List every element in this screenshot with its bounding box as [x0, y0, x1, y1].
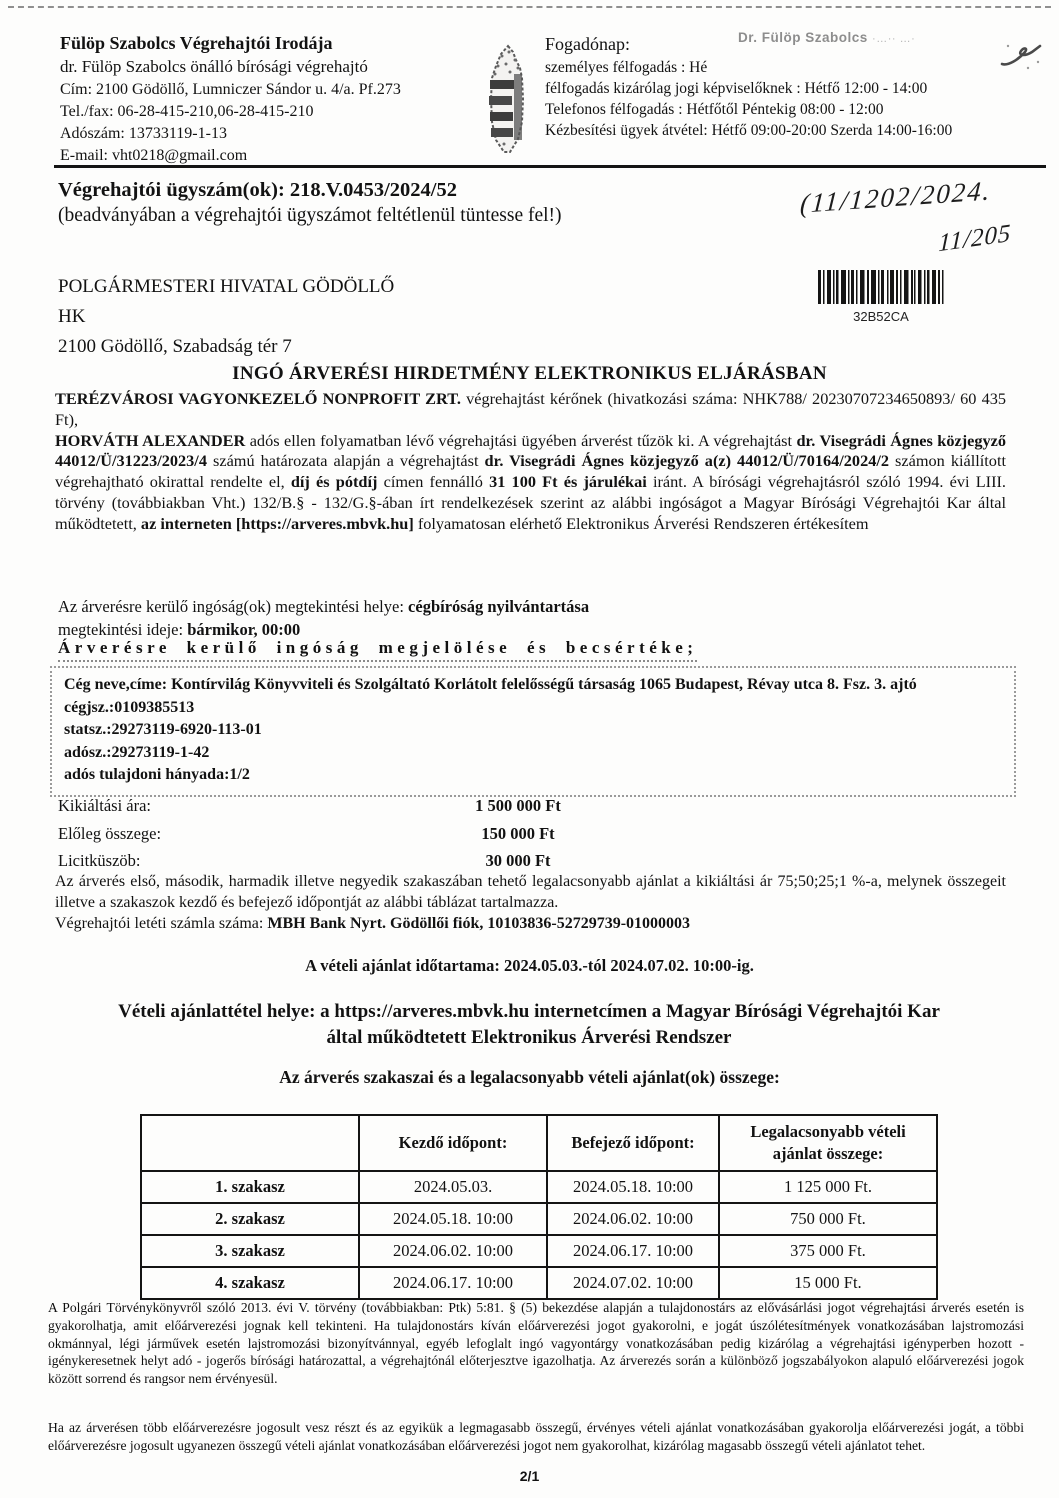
case-number-block: [58, 179, 818, 227]
recipient-name: POLGÁRMESTERI HIVATAL GÖDÖLLŐ: [58, 276, 395, 297]
notary-decision-ref: dr. Visegrádi Ágnes közjegyző 44012/Ü/31223/2023/4: [55, 430, 1006, 471]
viewing-place-label: Az árverésre kerülő ingóság(ok) megtekintési helye:: [58, 597, 409, 616]
legal-paragraph-preemption: A Polgári Törvénykönyvről szóló 2013. évi V. törvény (továbbiakban: Ptk) 5:81. § (5) bekezdése alapján a tulajdonostárs az elővásárlási jogot végrehajtási árverés esetén is gyakorolhatja, amit előárverezési jognak kell tekinteni. Ha tulajdonostárs kíván előárverezési jogot gyakorolni, e jogát úszólétesítmények vonatkozásában lajstromozási okmánnyal, légi járművek esetén lajstromozási bizonyítvánnyal, egyéb lefoglalt ingó vagyontárgy vonatkozásában pedig kizárólag a végrehajtási igényperben hozott - igénykeresetnek helyt adó - jogerős bírósági határozattal, a végrehajtónál előterjesztve igazolhatja. Az árverezés során a különböző jogszabályokon alapuló előárverezési jogok között sorrend és rangsor nem érvényesül.: [48, 1300, 1024, 1387]
lot-section-heading: Árverésre kerülő ingóság megjelölése és becsértéke;: [58, 638, 697, 662]
debtor-ownership-share: adós tulajdoni hányada:1/2: [64, 766, 250, 783]
office-address: Cím: 2100 Gödöllő, Lumniczer Sándor u. 4/a. Pf.273: [60, 81, 401, 98]
stage-end: 2024.07.02. 10:00: [547, 1267, 719, 1299]
deposit-account-line: [55, 915, 1006, 933]
stamp-name-text: Dr. Fülöp Szabolcs: [738, 30, 868, 45]
case-number: Végrehajtói ügyszám(ok): 218.V.0453/2024/52: [58, 179, 457, 201]
page-number: 2/1: [519, 1468, 540, 1484]
reception-line-phone: Telefonos félfogadás : Hétfőtől Péntekig 08:00 - 12:00: [545, 101, 884, 118]
stage-start: 2024.06.02. 10:00: [359, 1235, 547, 1267]
reception-line-legal: félfogadás kizárólag jogi képviselőknek : Hétfő 12:00 - 14:00: [545, 80, 928, 97]
bailiff-office-block: [60, 32, 470, 167]
bid-increment-value: 30 000 Ft: [485, 851, 551, 870]
reception-line-delivery: Kézbesítési ügyek átvétel: Hétfő 09:00-20:00 Szerda 14:00-16:00: [545, 122, 953, 139]
stage-min-offer: 375 000 Ft.: [719, 1235, 937, 1267]
reception-line-personal: személyes félfogadás : Hé: [545, 59, 708, 76]
stage-start: 2024.05.03.: [359, 1171, 547, 1203]
stage-name: 1. szakasz: [141, 1171, 359, 1203]
deposit-account-label: Végrehajtói letéti számla száma:: [55, 915, 268, 932]
stages-explanation-paragraph: Az árverés első, második, harmadik illetve negyedik szakaszában tehető legalacsonyabb ajánlat a kikiáltási ár 75;50;25;1 %-a, melynek összegeit illetve a szakaszok kezdő és befejező időpontját az alábbi táblázat tartalmazza.: [55, 873, 1006, 911]
stage-min-offer: 750 000 Ft.: [719, 1203, 937, 1235]
recipient-address-block: [58, 272, 394, 362]
recipient-dept: HK: [58, 306, 86, 327]
body-text: számon kiállított végrehajtható okirattal rendelte el,: [55, 451, 1006, 492]
legal-paragraph-multiple-holders: Ha az árverésen több előárverezésre jogosult vesz részt és az egyikük a legmagasabb összegű, érvényes vételi ajánlat vonatkozásában gyakorolja előárverezési jogát, a többi előárverezésre jogosult ugyanezen összegű vételi ajánlat vonatkozásában előárverezési jogot nem gyakorolhat, kizárólag magasabb összegű vételi ajánlatot tehet.: [48, 1420, 1024, 1453]
header-end-time: Befejező időpont:: [547, 1115, 719, 1171]
stage-name: 3. szakasz: [141, 1235, 359, 1267]
stage-name: 4. szakasz: [141, 1267, 359, 1299]
viewing-info-block: [58, 595, 589, 641]
header-start-time: Kezdő időpont:: [359, 1115, 547, 1171]
claim-amount: 31 100 Ft és járulékai: [489, 472, 647, 492]
barcode: [816, 270, 946, 324]
header-stage: [141, 1115, 359, 1171]
body-text: iránt. A bírósági végrehajtásról szóló 1994. évi LIII. törvény (továbbiakban Vht.) 132/B.§ - 132/G.§-ában írt rendelkezések szerint az alábbi ingóságot a Magyar Bírósági Végrehajtói Kar által működtetett,: [55, 472, 1006, 533]
handwritten-registry-note: (11/1202/2024.: [799, 175, 993, 219]
company-stat-number: statsz.:29273119-6920-113-01: [64, 721, 262, 738]
table-row: [141, 1203, 937, 1235]
viewing-place-value: cégbíróság nyilvántartása: [408, 597, 590, 616]
auction-site-url: az interneten [https://arveres.mbvk.hu]: [140, 513, 414, 533]
company-tax-number: adósz.:29273119-1-42: [64, 743, 210, 761]
header-divider-rule: [54, 165, 1046, 168]
coat-of-arms-icon: [482, 44, 536, 167]
document-title: INGÓ ÁRVERÉSI HIRDETMÉNY ELEKTRONIKUS ELJÁRÁSBAN: [232, 363, 827, 384]
stage-end: 2024.06.17. 10:00: [547, 1235, 719, 1267]
stage-end: 2024.06.02. 10:00: [547, 1203, 719, 1235]
barcode-text: 32B52CA: [853, 309, 909, 324]
price-summary-block: [58, 796, 658, 879]
recipient-address: 2100 Gödöllő, Szabadság tér 7: [58, 336, 292, 357]
reception-title: Fogadónap:: [545, 34, 630, 54]
notary-writ-ref: dr. Visegrádi Ágnes közjegyző a(z) 44012/Ü/70164/2024/2: [484, 451, 890, 471]
scan-top-edge-line: [8, 6, 1051, 8]
body-text: címen fennálló: [377, 472, 490, 492]
viewing-time-value: bármikor, 00:00: [187, 620, 301, 639]
faded-name-stamp: [738, 30, 915, 45]
office-tax-id: Adószám: 13733119-1-13: [60, 125, 227, 142]
table-row: [141, 1171, 937, 1203]
office-email: E-mail: vht0218@gmail.com: [60, 147, 248, 164]
stamp-illegible-marks: ·…·· …·: [872, 33, 916, 45]
stage-start: 2024.05.18. 10:00: [359, 1203, 547, 1235]
body-text: számú határozata alapján a végrehajtást: [206, 451, 485, 471]
handwritten-registry-note-2: 11/205: [937, 219, 1012, 258]
stage-min-offer: 1 125 000 Ft.: [719, 1171, 937, 1203]
office-phone: Tel./fax: 06-28-415-210,06-28-415-210: [60, 103, 314, 120]
viewing-time-label: megtekintési ideje:: [58, 620, 188, 639]
lot-description-box: [50, 666, 1016, 797]
table-row: [141, 1267, 937, 1299]
stage-end: 2024.05.18. 10:00: [547, 1171, 719, 1203]
creditor-reference: végrehajtást kérőnek (hivatkozási száma: NHK788/ 20230707234650893/ 60 435 Ft),: [55, 389, 1007, 429]
officer-name: dr. Fülöp Szabolcs önálló bírósági végrehajtó: [60, 57, 368, 76]
advance-amount-row: [58, 824, 658, 852]
office-name: Fülöp Szabolcs Végrehajtói Irodája: [60, 33, 333, 53]
signature-scribble-icon: [998, 34, 1046, 81]
advance-amount-label: Előleg összege:: [58, 823, 162, 843]
header-min-offer: Legalacsonyabb vételi ajánlat összege:: [719, 1115, 937, 1171]
company-name-address: Cég neve,címe: Kontírvilág Könyvviteli és Szolgáltató Korlátolt felelősségű társaság 1065 Budapest, Révay utca 8. Fsz. 3. ajtó: [64, 676, 917, 693]
claim-type: díj és pótdíj: [290, 472, 378, 492]
starting-price-label: Kikiáltási ára:: [58, 796, 152, 815]
company-registry-number: cégjsz.:0109385513: [64, 698, 195, 716]
advance-amount-value: 150 000 Ft: [481, 823, 555, 843]
stage-name: 2. szakasz: [141, 1203, 359, 1235]
bid-increment-label: Licitküszöb:: [58, 851, 141, 870]
stage-start: 2024.06.17. 10:00: [359, 1267, 547, 1299]
table-row: [141, 1235, 937, 1267]
body-text: adós ellen folyamatban lévő végrehajtási ügyében árverést tűzök ki. A végrehajtást: [245, 430, 797, 450]
starting-price-row: [58, 796, 658, 824]
viewing-place-line: [58, 595, 589, 618]
stage-min-offer: 15 000 Ft.: [719, 1267, 937, 1299]
starting-price-value: 1 500 000 Ft: [475, 796, 561, 815]
main-body-paragraph: [55, 389, 1006, 535]
stages-table-title: Az árverés szakaszai és a legalacsonyabb vételi ajánlat(ok) összege:: [279, 1067, 780, 1087]
table-header-row: [141, 1115, 937, 1171]
reception-hours-block: [545, 34, 1025, 141]
deposit-account-value: MBH Bank Nyrt. Gödöllői fiók, 10103836-52729739-01000003: [267, 915, 691, 932]
creditor-name: TERÉZVÁROSI VAGYONKEZELŐ NONPROFIT ZRT.: [55, 389, 461, 408]
barcode-bars-icon: [818, 270, 944, 304]
offer-place-line: Vételi ajánlattétel helye: a https://arveres.mbvk.hu internetcímen a Magyar Bírósági Végrehajtói Kar által működtetett Elektronikus Árverési Rendszer: [118, 1001, 940, 1048]
case-number-note: (beadványában a végrehajtói ügyszámot feltétlenül tüntesse fel!): [58, 205, 562, 226]
auction-stages-table: [140, 1114, 938, 1300]
offer-period-line: A vételi ajánlat időtartama: 2024.05.03.-tól 2024.07.02. 10:00-ig.: [305, 956, 754, 975]
body-text: folyamatosan elérhető Elektronikus Árverési Rendszeren értékesítem: [413, 513, 869, 533]
debtor-name: HORVÁTH ALEXANDER: [55, 430, 246, 450]
